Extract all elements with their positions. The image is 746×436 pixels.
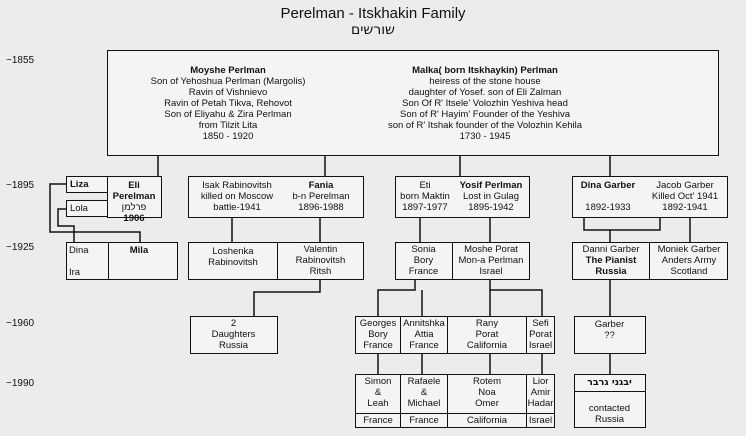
- jacob-garber: [643, 180, 727, 213]
- person-name: Rotem: [473, 376, 501, 387]
- person-name: Loshenka: [212, 246, 254, 257]
- eli-perelman-box: [107, 176, 162, 224]
- detail-text: Daughters: [211, 329, 256, 340]
- detail-text: Porat: [475, 329, 499, 340]
- person-name: Sefi: [532, 318, 549, 329]
- person-name: Moyshe Perlman: [190, 65, 266, 76]
- loshenka: [189, 246, 277, 268]
- life-years: 1892-1933: [585, 202, 631, 213]
- perlman-children-box: [395, 242, 530, 280]
- country-label: Israel: [528, 415, 553, 426]
- person-name: Liza: [70, 179, 89, 190]
- detail-text: Israel: [479, 266, 503, 277]
- life-years: 1906: [123, 213, 145, 224]
- country-label: France: [409, 415, 439, 426]
- person-name: Yosif Perlman: [459, 180, 523, 191]
- year-label: ~1925: [6, 242, 35, 253]
- eti-maktin: [396, 180, 454, 213]
- life-years: 1895-1942: [468, 202, 514, 213]
- root-couple-box: [107, 50, 719, 156]
- life-years: 1892-1941: [662, 202, 708, 213]
- great-grandchildren-box: [355, 374, 555, 428]
- fania-family-box: [188, 176, 364, 218]
- year-label: ~1895: [6, 180, 35, 191]
- person-name: Sonia: [411, 244, 436, 255]
- person-name: Omer: [475, 398, 499, 409]
- hebrew-name: פרלמן: [121, 202, 147, 213]
- yosif-family-box: [395, 176, 530, 218]
- detail-text: from Tilzit Lita: [198, 120, 258, 131]
- lior-amir-hadar: [527, 376, 554, 409]
- person-name: Moshe Porat: [464, 244, 518, 255]
- detail-text: battle-1941: [213, 202, 261, 213]
- rabinovitsh-children-box: [188, 242, 364, 280]
- moyshe-perlman: [138, 65, 318, 142]
- sonia: [396, 244, 451, 277]
- person-name: Lola: [70, 203, 88, 214]
- garber-children-box: [572, 242, 728, 280]
- year-label: ~1990: [6, 378, 35, 389]
- detail-text: Rabinovitsh: [295, 255, 346, 266]
- year-label: ~1960: [6, 318, 35, 329]
- detail-text: France: [409, 340, 439, 351]
- detail-text: Lost in Gulag: [463, 191, 519, 202]
- detail-text: 2: [230, 318, 237, 329]
- annitshka: [401, 318, 447, 351]
- detail-text: Bory: [413, 255, 434, 266]
- person-name: Dina: [69, 245, 89, 256]
- person-name: Garber: [594, 319, 625, 330]
- country-label: Russia: [594, 414, 625, 425]
- valentin: [278, 244, 363, 277]
- detail-text: France: [408, 266, 439, 277]
- detail-text: California: [466, 340, 508, 351]
- liza-box: [66, 176, 108, 193]
- person-name: Rany: [475, 318, 499, 329]
- person-name: Malka( born Itskhaykin) Perlman: [412, 65, 558, 76]
- person-name: Georges: [359, 318, 397, 329]
- dina-garber: [573, 180, 643, 213]
- rafaele-michael: [401, 376, 447, 409]
- person-name: Isak Rabinovitsh: [202, 180, 272, 191]
- detail-text: Mon-a Perlman: [458, 255, 524, 266]
- dina-garber-family-box: [572, 176, 728, 218]
- person-name: Michael: [407, 398, 441, 409]
- two-daughters-box: [190, 316, 278, 354]
- country-label: California: [466, 415, 508, 426]
- life-years: 1730 - 1945: [459, 131, 511, 142]
- detail-text: Ritsh: [309, 266, 332, 277]
- detail-text: son of R' Itshak founder of the Volozhin Kehila: [387, 120, 583, 131]
- moniek-garber: [650, 244, 728, 277]
- diagram-title: Perelman - Itskhakin Family: [280, 5, 466, 22]
- detail-text: Killed Oct' 1941: [651, 191, 719, 202]
- simon-leah: [356, 376, 400, 409]
- detail-text: heiress of the stone house: [429, 76, 541, 87]
- person-name: Fania: [308, 180, 334, 191]
- detail-text: Ravin of Petah Tikva, Rehovot: [164, 98, 292, 109]
- life-years: 1896-1988: [298, 202, 344, 213]
- person-name: Lior: [532, 376, 549, 387]
- person-name: Simon: [364, 376, 392, 387]
- person-name: Rafaele: [407, 376, 441, 387]
- rotem-noa-omer: [448, 376, 526, 409]
- detail-text: killed on Moscow: [200, 191, 274, 202]
- year-label: ~1855: [6, 55, 35, 66]
- person-name: Ira: [69, 267, 81, 278]
- detail-text: The Pianist: [585, 255, 637, 266]
- detail-text: France: [363, 340, 393, 351]
- malka-perlman: [370, 65, 600, 142]
- person-name: Hadar: [527, 398, 554, 409]
- person-name: Amir: [530, 387, 551, 398]
- person-name: Dina Garber: [580, 180, 636, 191]
- fania-perelman: [281, 180, 361, 213]
- person-name: Eli Perelman: [112, 180, 156, 202]
- detail-text: ??: [604, 330, 615, 341]
- person-name: Moniek Garber: [657, 244, 721, 255]
- detail-text: daughter of Yosef. son of Eli Zalman: [408, 87, 562, 98]
- detail-text: Rabinovitsh: [208, 257, 258, 268]
- life-years: 1897-1977: [402, 202, 448, 213]
- detail-text: &: [374, 387, 382, 398]
- detail-text: Scotland: [670, 266, 708, 277]
- yosif-perlman: [454, 180, 528, 213]
- detail-text: Son of R' Hayim' Founder of the Yeshiva: [400, 109, 570, 120]
- detail-text: Ravin of Vishnievo: [188, 87, 268, 98]
- detail-text: b-n Perelman: [292, 191, 350, 202]
- moshe-porat: [453, 244, 529, 277]
- person-name: Valentin: [303, 244, 338, 255]
- danni-garber: [573, 244, 649, 277]
- detail-text: Anders Army: [661, 255, 717, 266]
- garber-1960-box: [574, 316, 646, 354]
- life-years: 1850 - 1920: [202, 131, 254, 142]
- person-name: Jacob Garber: [656, 180, 714, 191]
- country-label: France: [363, 415, 393, 426]
- detail-text: Russia: [595, 266, 627, 277]
- georges: [356, 318, 400, 351]
- isak-rabinovitsh: [191, 180, 283, 213]
- detail-text: Attia: [414, 329, 434, 340]
- person-name: Annitshka: [403, 318, 445, 329]
- diagram-subtitle: שורשים: [351, 22, 395, 38]
- person-name: Mila: [129, 245, 149, 256]
- lola-box: [66, 200, 108, 217]
- person-name: Leah: [367, 398, 389, 409]
- detail-text: Son Of R' Itsele' Volozhin Yeshiva head: [402, 98, 568, 109]
- dina-ira-mila-box: [66, 242, 178, 280]
- sefi: [527, 318, 554, 351]
- detail-text: Israel: [528, 340, 553, 351]
- detail-text: Bory: [368, 329, 388, 340]
- detail-text: Son of Yehoshua Perlman (Margolis): [150, 76, 306, 87]
- detail-text: Porat: [529, 329, 552, 340]
- detail-text: contacted: [588, 403, 631, 414]
- person-name: Eti: [419, 180, 431, 191]
- detail-text: &: [420, 387, 428, 398]
- detail-text: born Maktin: [400, 191, 450, 202]
- detail-text: Russia: [218, 340, 249, 351]
- hebrew-name: יבגני גרבר: [587, 377, 632, 388]
- garber-1990-box: [574, 374, 646, 428]
- person-name: Noa: [478, 387, 496, 398]
- person-name: Danni Garber: [582, 244, 640, 255]
- detail-text: Son of Eliyahu & Zira Perlman: [164, 109, 292, 120]
- grandchildren-1960-box: [355, 316, 555, 354]
- rany: [448, 318, 526, 351]
